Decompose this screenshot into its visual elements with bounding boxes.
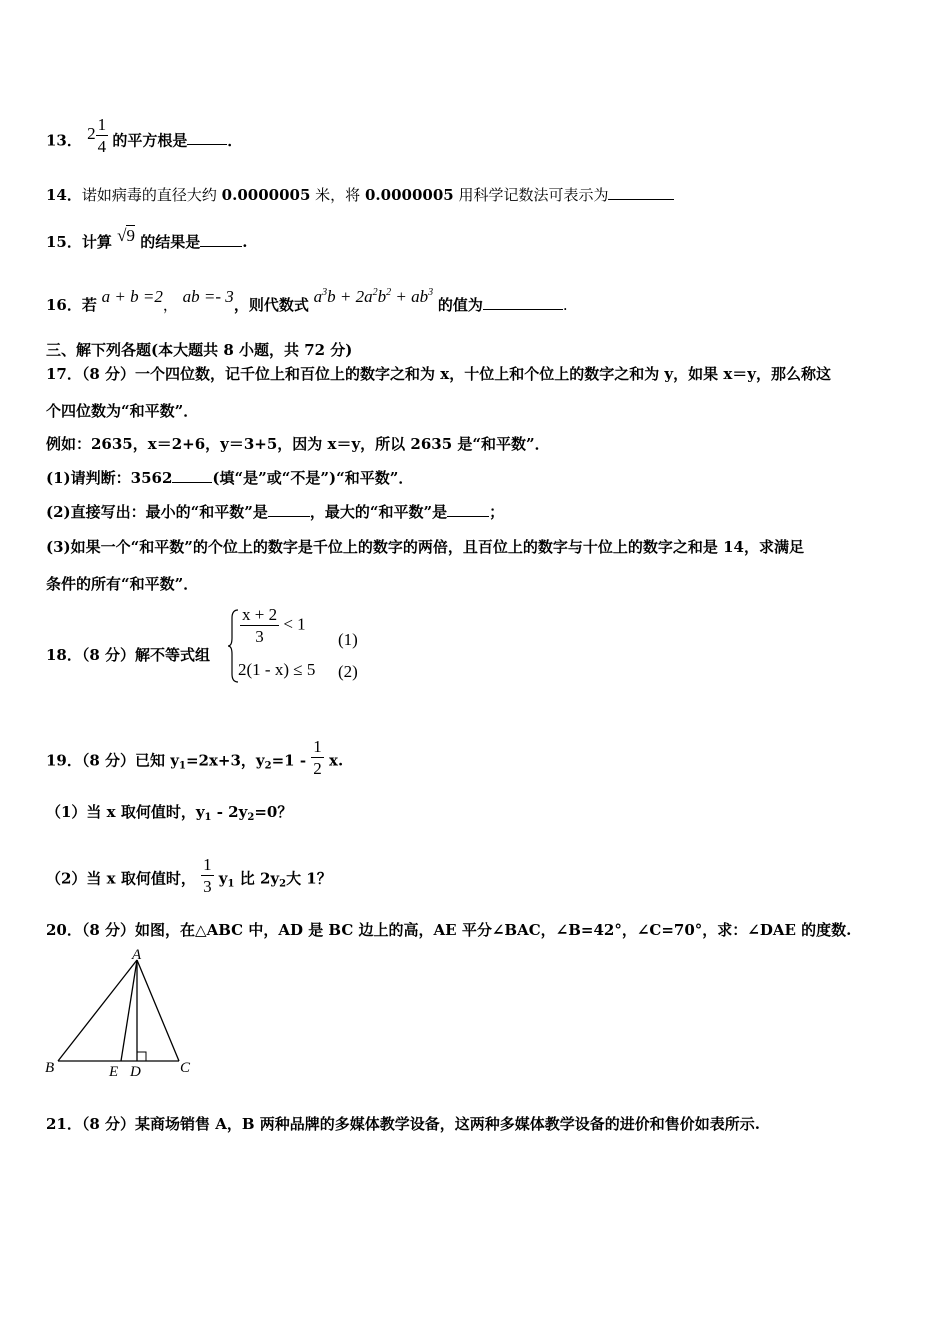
question-13: 13． 2 $\frac{1}{4}$ 的平方根是 ． <box>46 115 243 156</box>
label-c: C <box>180 1060 191 1076</box>
label-1: (1) <box>338 630 358 649</box>
answer-blank[interactable] <box>608 185 674 200</box>
segment-ae <box>121 960 137 1061</box>
label-b: B <box>45 1060 55 1076</box>
answer-blank[interactable] <box>172 468 212 483</box>
answer-blank[interactable] <box>187 130 227 145</box>
side-ab <box>58 960 137 1061</box>
question-17-example: 例如：2635，x＝2+6，y＝3+5，因为 x＝y，所以 2635 是“和平数”． <box>46 435 550 453</box>
inequality-1: $\frac{x + 2}{3}$ < 1 <box>242 605 306 646</box>
question-16: 16．若 a + b =2， ab =- 3，则代数式 $a^3b + 2a^2b^2 + ab^3$ 的值为 . <box>46 287 568 314</box>
question-17-part1: (1)请判断：3562 (填“是”或“不是”)“和平数”． <box>46 469 414 487</box>
question-17-part3-line1: (3)如果一个“和平数”的个位上的数字是千位上的数字的两倍，且百位上的数字与十位上的数字之和是 14，求满足 <box>46 538 804 556</box>
question-17-line2: 个四位数为“和平数”． <box>46 402 199 420</box>
side-ac <box>137 960 179 1061</box>
question-14: 14．诺如病毒的直径大约 0.0000005 米，将 0.0000005 用科学记数法可表示为 <box>46 185 674 205</box>
label-e: E <box>109 1064 119 1078</box>
mixed-number: 2 $\frac{1}{4}$ <box>87 115 107 156</box>
answer-blank[interactable] <box>483 295 563 310</box>
answer-blank[interactable] <box>200 232 242 247</box>
algebraic-expression: $a^3b + 2a^2b^2 + ab^3$ <box>313 287 434 306</box>
question-21: 21．（8 分）某商场销售 A，B 两种品牌的多媒体教学设备，这两种多媒体教学设备的进价和售价如表所示. <box>46 1115 761 1133</box>
label-2: (2) <box>338 662 358 681</box>
question-17-line1: 17．（8 分）一个四位数，记千位上和百位上的数字之和为 x，十位上和个位上的数字之和为 y，如果 x＝y，那么称这 <box>46 365 832 383</box>
question-15: 15．计算 √9 的结果是 . <box>46 226 248 251</box>
question-17-part2: (2)直接写出：最小的“和平数”是 ，最大的“和平数”是 ； <box>46 503 505 521</box>
square-root: √9 <box>117 226 135 245</box>
inequality-2: 2(1 - x) ≤ 5 <box>238 660 316 679</box>
label-d: D <box>130 1064 141 1078</box>
label-a: A <box>132 948 142 963</box>
question-19-part2: （2）当 x 取何值时， $\frac{1}{3}$ $y_1$ 比 $2y_2$大 1？ <box>46 855 332 896</box>
question-18: 18．（8 分）解不等式组 <box>46 646 211 664</box>
question-20: 20．（8 分）如图，在△ABC 中，AD 是 BC 边上的高，AE 平分∠BAC，∠B=42°，∠C=70°，求：∠DAE 的度数. <box>46 921 852 939</box>
answer-blank[interactable] <box>447 502 489 517</box>
section-heading: 三、解下列各题(本大题共 8 小题，共 72 分) <box>46 341 353 359</box>
question-19: 19．（8 分）已知 $y_1=2x+3$，$y_2=1$ - $\frac{1}{2}$ x. <box>46 737 344 778</box>
triangle-figure <box>40 948 200 1078</box>
question-19-part1: （1）当 x 取何值时，$y_1 - 2y_2=0$？ <box>46 803 293 823</box>
right-angle-mark <box>137 1052 146 1061</box>
answer-blank[interactable] <box>268 502 310 517</box>
question-17-part3-line2: 条件的所有“和平数”． <box>46 575 199 593</box>
inequality-system <box>228 606 368 686</box>
